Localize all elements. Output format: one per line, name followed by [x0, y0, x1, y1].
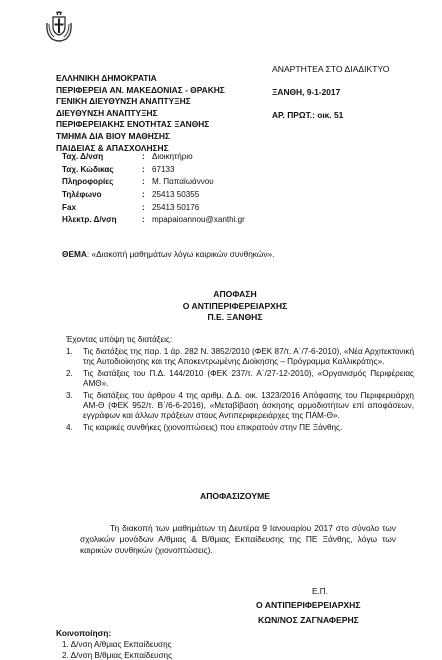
contact-label: Ταχ. Κώδικας — [62, 164, 114, 174]
signature-name: ΚΩΝ/ΝΟΣ ΖΑΓΝΑΦΕΡΗΣ — [258, 615, 359, 625]
contact-row — [62, 152, 245, 165]
authority-line: ΔΙΕΥΘΥΝΣΗ ΑΝΑΠΤΥΞΗΣ — [56, 107, 158, 118]
item-text: Τις καιρικές συνθήκες (χιονοπτώσεις) που επικρατούν στην ΠΕ Ξάνθης. — [83, 422, 343, 432]
contact-row — [62, 190, 245, 203]
item-text: Δ/νση Β/θμιας Εκπαίδευσης — [70, 651, 173, 660]
item-text: Τις διατάξεις του Π.Δ. 144/2010 (ΦΕΚ 237/τ. Α΄/27-12-2010), «Οργανισμός Περιφέρειας ΑΜΘ». — [83, 368, 414, 389]
item-number: 1. — [62, 640, 69, 649]
item-text: Δ/νση Α/θμιας Εκπαίδευσης — [70, 640, 172, 649]
signature-role: Ο ΑΝΤΙΠΕΡΙΦΕΡΕΙΑΡΧΗΣ — [256, 600, 361, 610]
authority-line: ΠΕΡΙΦΕΡΕΙΑ ΑΝ. ΜΑΚΕΔΟΝΙΑΣ - ΘΡΑΚΗΣ — [56, 84, 225, 95]
authority-line: ΠΕΡΙΦΕΡΕΙΑΚΗΣ ΕΝΟΤΗΤΑΣ ΞΑΝΘΗΣ — [56, 119, 210, 130]
item-number: 2. — [66, 368, 73, 378]
contact-label: Πληροφορίες — [62, 177, 114, 187]
contact-label: Ταχ. Δ/νση — [62, 152, 104, 161]
contact-row — [62, 203, 245, 216]
distribution-title: Κοινοποίηση: — [56, 628, 112, 638]
greek-coat-of-arms-icon — [44, 10, 74, 43]
distribution-list — [62, 639, 172, 660]
contact-row — [62, 215, 245, 228]
list-item — [62, 650, 172, 660]
decision-issuer: Ο ΑΝΤΙΠΕΡΙΦΕΡΕΙΑΡΧΗΣ — [182, 300, 288, 311]
authority-line: ΓΕΝΙΚΗ ΔΙΕΥΘΥΝΣΗ ΑΝΑΠΤΥΞΗΣ — [56, 96, 191, 107]
subject-label: ΘΕΜΑ — [62, 249, 87, 259]
decision-title: ΑΠΟΦΑΣΗ — [213, 289, 257, 299]
item-number: 2. — [62, 651, 69, 660]
contact-colon: : — [142, 202, 145, 212]
decision-heading — [60, 289, 410, 324]
contact-value: 25413 50176 — [152, 202, 200, 212]
contact-label: Τηλέφωνο — [62, 190, 102, 200]
contact-colon: : — [142, 215, 145, 225]
item-text: Τις διατάξεις της παρ. 1 άρ. 282 Ν. 3852/2010 (ΦΕΚ 87/τ. Α΄/7-6-2010), «Νέα Αρχιτεκτονική της Αυτοδιοίκησης και της Αποκεντρωμένης Διοίκησης – Πρόγραμμα Καλλικράτης». — [83, 347, 414, 367]
contact-colon: : — [142, 177, 145, 187]
considering-list — [62, 347, 414, 434]
contact-colon: : — [142, 152, 145, 161]
list-item — [62, 639, 172, 650]
subject-text: : «Διακοπή μαθημάτων λόγω καιρικών συνθηκών». — [86, 249, 275, 259]
contact-label: Ηλεκτρ. Δ/νση — [62, 215, 117, 225]
list-item — [62, 347, 414, 368]
contact-value: Διοικητήριο — [152, 152, 193, 161]
subject-line — [62, 249, 274, 259]
item-number: 3. — [66, 390, 73, 400]
item-number: 4. — [66, 422, 73, 432]
list-item — [62, 423, 414, 433]
item-number: 1. — [66, 347, 73, 356]
posting-notice: ΑΝΑΡΤΗΤΕΑ ΣΤΟ ΔΙΑΔΙΚΤΥΟ — [272, 64, 390, 74]
list-item — [62, 391, 414, 422]
authority-line: ΠΑΙΔΕΙΑΣ & ΑΠΑΣΧΟΛΗΣΗΣ — [56, 142, 169, 153]
contact-colon: : — [142, 164, 145, 174]
contact-email-value: mpapaioannou@xanthi.gr — [152, 215, 245, 225]
resolution-text: Τη διακοπή των μαθημάτων τη Δευτέρα 9 Ιανουαρίου 2017 στο σύνολο των σχολικών μονάδων Α/θμιας & Β/θμιας Εκπαίδευσης της ΠΕ Ξάνθης, λόγω των καιρικών συνθηκών (χιονοπτώσεις). — [80, 523, 396, 556]
authority-line: ΕΛΛΗΝΙΚΗ ΔΗΜΟΚΡΑΤΙΑ — [56, 73, 157, 83]
considering-intro: Έχοντας υπόψη τις διατάξεις: — [66, 335, 173, 344]
contact-info-table — [62, 152, 245, 228]
contact-row — [62, 177, 245, 190]
contact-colon: : — [142, 190, 145, 200]
place-date: ΞΑΝΘΗ, 9-1-2017 — [272, 87, 341, 97]
resolution-title: ΑΠΟΦΑΣΙΖΟΥΜΕ — [200, 491, 270, 501]
decision-unit: Π.Ε. ΞΑΝΘΗΣ — [207, 312, 263, 323]
contact-value: Μ. Παπαϊωάννου — [152, 177, 214, 187]
signature-ep: Ε.Π. — [312, 587, 328, 596]
contact-value: 25413 50355 — [152, 190, 200, 200]
contact-row — [62, 165, 245, 178]
contact-value: 67133 — [152, 164, 175, 174]
authority-line: ΤΜΗΜΑ ΔΙΑ ΒΙΟΥ ΜΑΘΗΣΗΣ — [56, 130, 170, 141]
list-item — [62, 369, 414, 390]
protocol-number: ΑΡ. ΠΡΩΤ.: οικ. 51 — [272, 110, 344, 120]
contact-label: Fax — [62, 202, 76, 212]
authority-block — [56, 73, 266, 154]
item-text: Τις διατάξεις του άρθρου 4 της αριθμ. Δ.Δ. οικ. 1323/2016 Απόφασης του Περιφερειάρχη ΑΜ-Θ (ΦΕΚ 952/τ. Β΄/6-6-2016), «Μεταβίβαση άσκησης αρμοδιοτήτων επί αποφάσεων, εγγράφων και άλλων πράξεων στους Αντιπεριφερειάρχες της ΠΑΜ-Θ». — [83, 390, 414, 421]
